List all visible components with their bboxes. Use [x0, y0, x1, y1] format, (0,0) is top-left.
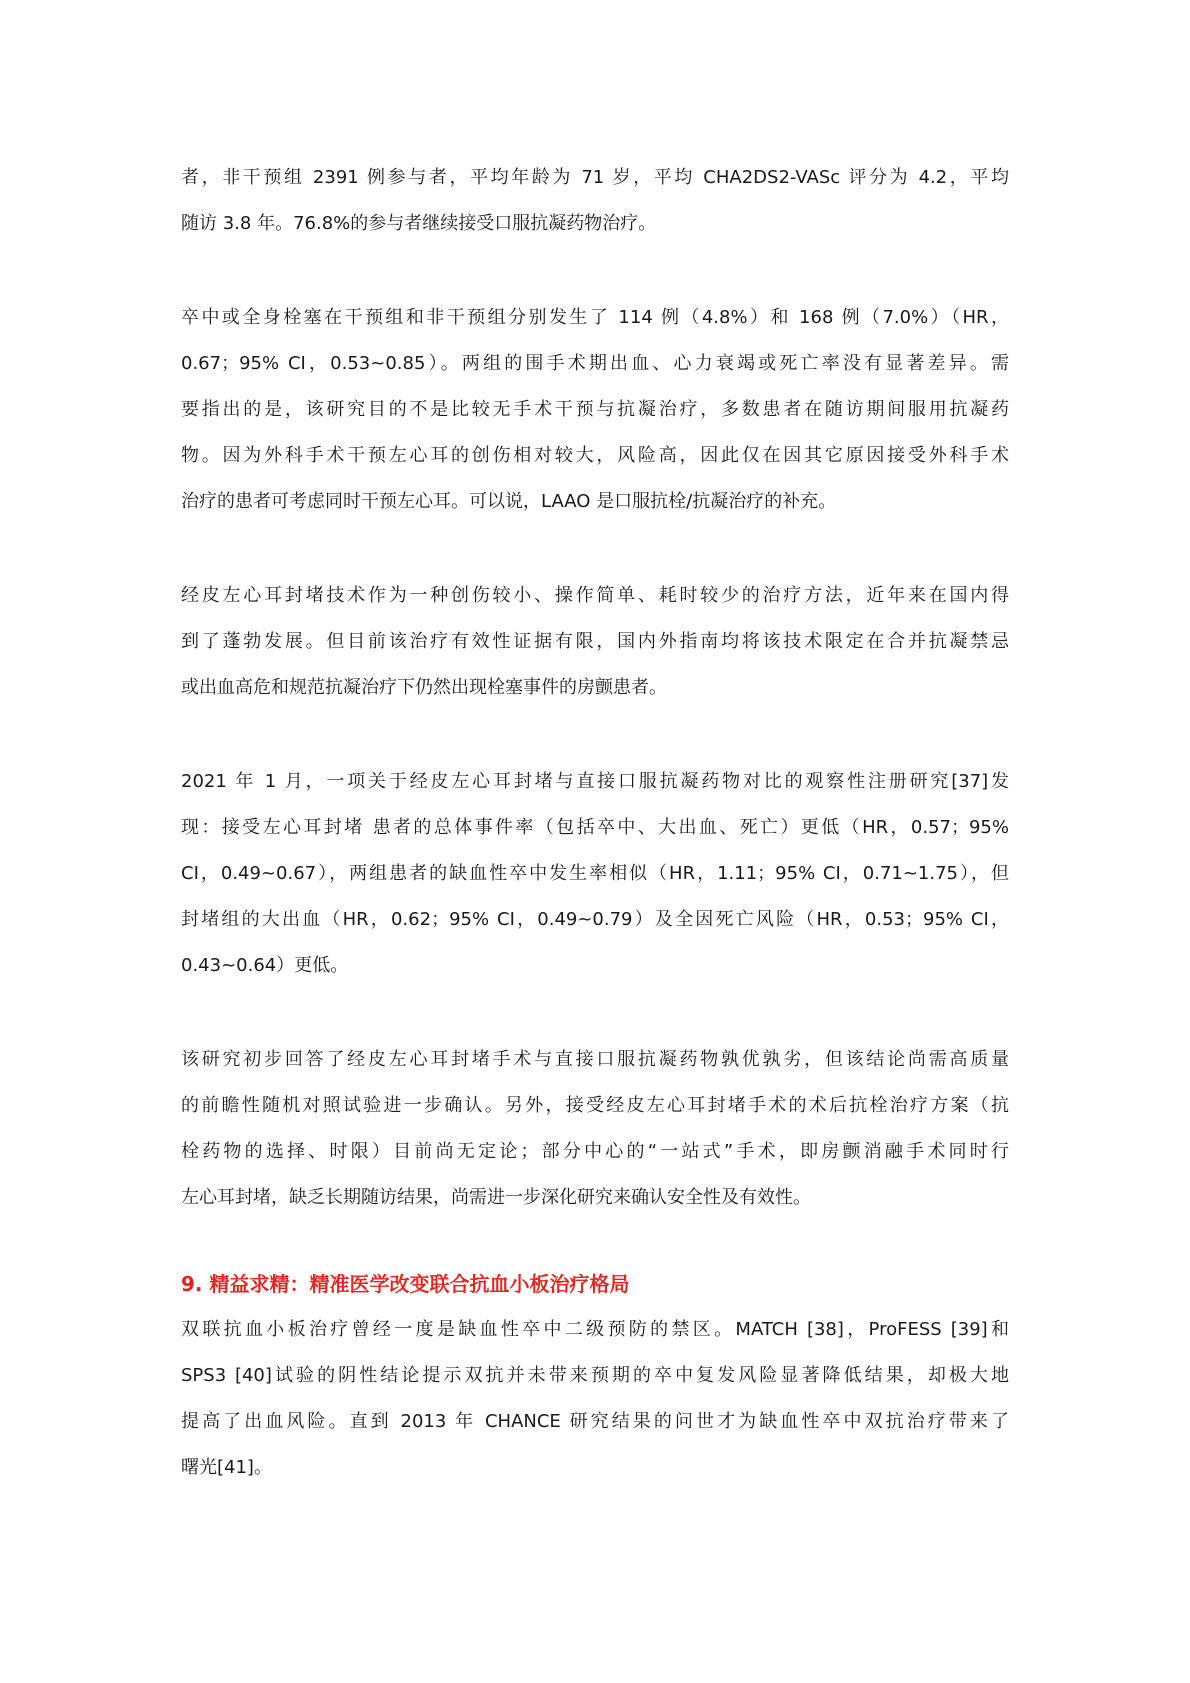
text-line: 物。因为外科手术干预左心耳的创伤相对较大，风险高，因此仅在因其它原因接受外科手术 — [181, 445, 1009, 466]
text-line: 或出血高危和规范抗凝治疗下仍然出现栓塞事件的房颤患者。 — [181, 677, 667, 698]
text-line: 随访 3.8 年。76.8%的参与者继续接受口服抗凝药物治疗。 — [181, 213, 657, 234]
text-line: 2021 年 1 月，一项关于经皮左心耳封堵与直接口服抗凝药物对比的观察性注册研究[37]发 — [181, 771, 1009, 792]
paragraph-5 — [181, 1037, 1009, 1221]
text-line: 封堵组的大出血（HR，0.62；95% CI，0.49~0.79）及全因死亡风险（HR，0.53；95% CI， — [181, 909, 1009, 930]
text-line: 曙光[41]。 — [181, 1457, 272, 1478]
text-line: 双联抗血小板治疗曾经一度是缺血性卒中二级预防的禁区。MATCH [38]，ProFESS [39]和 — [181, 1319, 1009, 1340]
paragraph-2 — [181, 295, 1009, 525]
text-line: 的前瞻性随机对照试验进一步确认。另外，接受经皮左心耳封堵手术的术后抗栓治疗方案（抗 — [181, 1095, 1009, 1116]
text-line: 现：接受左心耳封堵 患者的总体事件率（包括卒中、大出血、死亡）更低（HR，0.57；95% — [181, 817, 1009, 838]
text-line: 0.67；95% CI，0.53~0.85）。两组的围手术期出血、心力衰竭或死亡率没有显著差异。需 — [181, 353, 1009, 374]
text-line: 者，非干预组 2391 例参与者，平均年龄为 71 岁，平均 CHA2DS2-VASc 评分为 4.2，平均 — [181, 167, 1009, 188]
text-line: 该研究初步回答了经皮左心耳封堵手术与直接口服抗凝药物孰优孰劣，但该结论尚需高质量 — [181, 1049, 1009, 1070]
text-line: 治疗的患者可考虑同时干预左心耳。可以说，LAAO 是口服抗栓/抗凝治疗的补充。 — [181, 491, 837, 512]
paragraph-4 — [181, 759, 1009, 989]
text-line: 提高了出血风险。直到 2013 年 CHANCE 研究结果的问世才为缺血性卒中双抗治疗带来了 — [181, 1411, 1009, 1432]
section-paragraph — [181, 1307, 1009, 1491]
text-line: 左心耳封堵，缺乏长期随访结果，尚需进一步深化研究来确认安全性及有效性。 — [181, 1187, 811, 1208]
paragraph-3 — [181, 573, 1009, 711]
paragraph-1 — [181, 155, 1009, 247]
text-line: 卒中或全身栓塞在干预组和非干预组分别发生了 114 例（4.8%）和 168 例（7.0%）（HR， — [181, 307, 1009, 328]
section-heading: 9. 精益求精：精准医学改变联合抗血小板治疗格局 — [181, 1272, 630, 1296]
text-line: 到了蓬勃发展。但目前该治疗有效性证据有限，国内外指南均将该技术限定在合并抗凝禁忌 — [181, 631, 1009, 652]
text-line: 经皮左心耳封堵技术作为一种创伤较小、操作简单、耗时较少的治疗方法，近年来在国内得 — [181, 585, 1009, 606]
text-line: 栓药物的选择、时限）目前尚无定论；部分中心的“一站式”手术，即房颤消融手术同时行 — [181, 1141, 1009, 1162]
text-line: 0.43~0.64）更低。 — [181, 955, 349, 976]
text-line: SPS3 [40]试验的阴性结论提示双抗并未带来预期的卒中复发风险显著降低结果，却极大地 — [181, 1365, 1009, 1386]
document-body — [181, 155, 1009, 1491]
text-line: 要指出的是，该研究目的不是比较无手术干预与抗凝治疗，多数患者在随访期间服用抗凝药 — [181, 399, 1009, 420]
text-line: CI，0.49~0.67），两组患者的缺血性卒中发生率相似（HR，1.11；95% CI，0.71~1.75），但 — [181, 863, 1009, 884]
